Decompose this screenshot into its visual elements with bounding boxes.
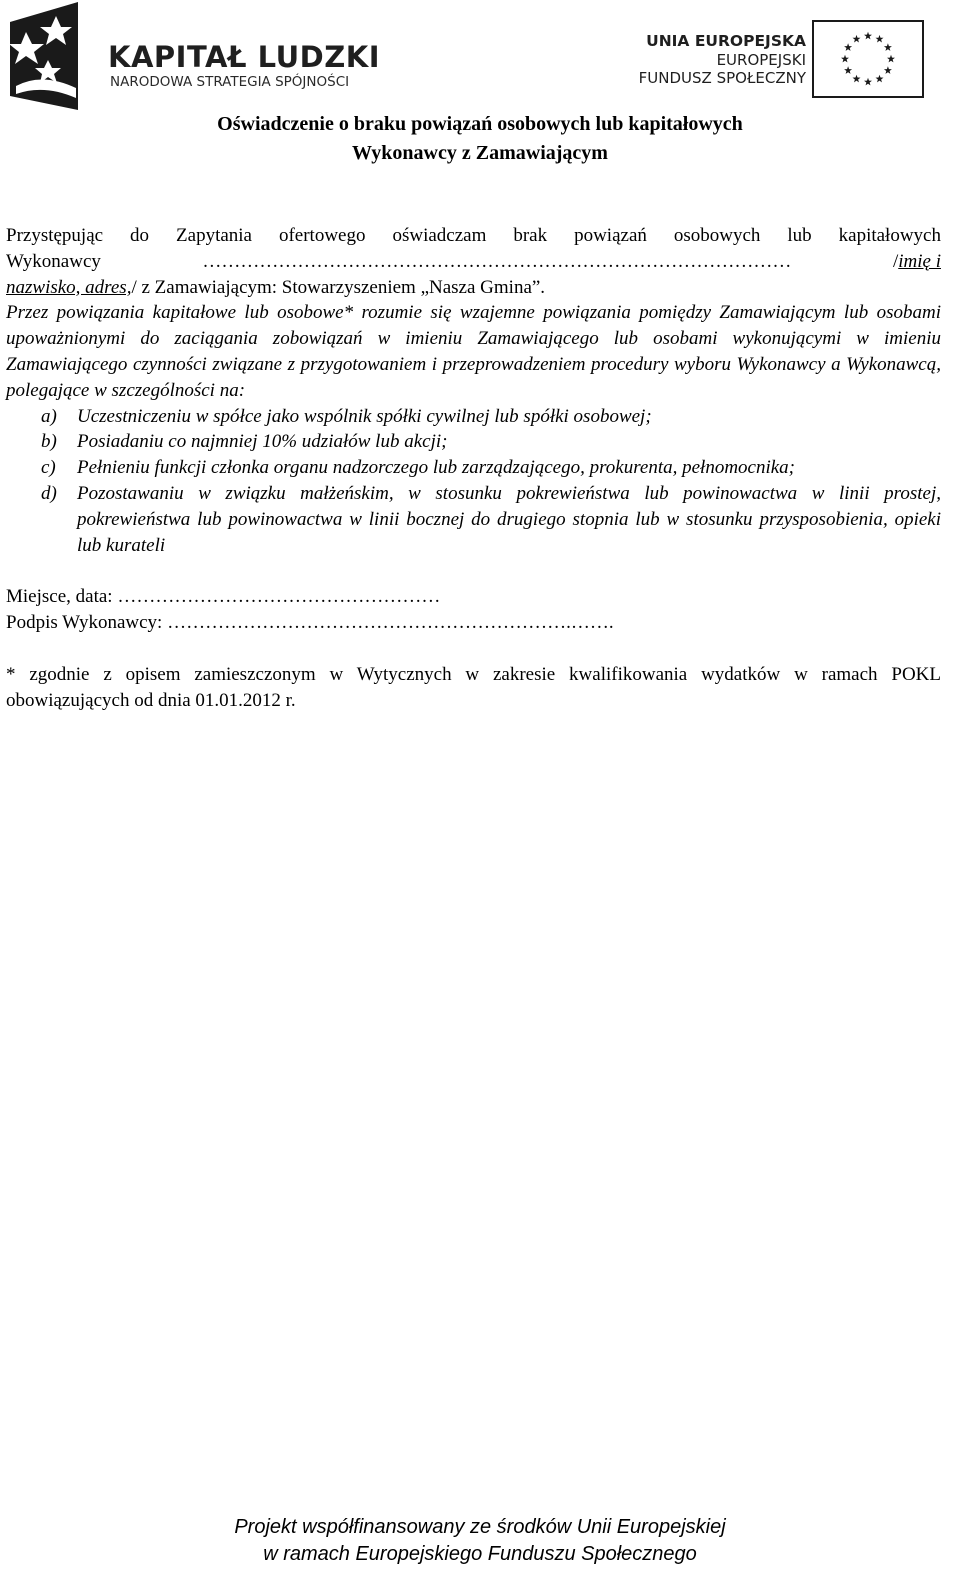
list-item-text: Pełnieniu funkcji członka organu nadzorczego lub zarządzającego, prokurenta, pełnomocnika;: [77, 457, 796, 479]
page-footer: [0, 1514, 960, 1568]
ue-line-3: FUNDUSZ SPOŁECZNY: [638, 69, 806, 87]
podpis-dots: ……………………………………………………….…….: [162, 612, 614, 634]
unia-europejska-logo: [638, 20, 940, 100]
podpis-label: Podpis Wykonawcy:: [6, 612, 163, 634]
intro-rest: z Zamawiającym: Stowarzyszeniem „Nasza Gmina”.: [136, 276, 546, 298]
footer-line-2: w ramach Europejskiego Funduszu Społecznego: [263, 1543, 697, 1565]
title-line-2: Wykonawcy z Zamawiającym: [352, 142, 608, 164]
miejsce-dots: ……………………………………………: [112, 586, 441, 608]
kapital-ludzki-title: KAPITAŁ LUDZKI: [108, 40, 381, 74]
spacer: [6, 558, 941, 584]
definition-paragraph: Przez powiązania kapitałowe lub osobowe* rozumie się wzajemne powiązania pomiędzy Zamawiającym lub osobami upoważnionymi do zaciągania zobowiązań w imieniu Zamawiającego lub osobami wykonującymi w imieniu Zamawiającego czynności związane z przygotowaniem i przeprowadzeniem procedury wyboru Wykonawcy a Wykonawcą, polegające w szczególności na:: [6, 302, 941, 401]
kapital-ludzki-logo: [6, 2, 381, 114]
imie-text: imię i: [898, 250, 941, 272]
podpis-field: [6, 610, 941, 636]
intro-line-1: Przystępując do Zapytania ofertowego oświadczam brak powiązań osobowych lub kapitałowych: [6, 225, 941, 246]
miejsce-field: [6, 584, 941, 610]
list-item: [6, 481, 941, 558]
list-item-text: Posiadaniu co najmniej 10% udziałów lub akcji;: [77, 431, 448, 453]
ue-text-block: [639, 32, 806, 87]
list-item-text: Pozostawaniu w związku małżeńskim, w stosunku pokrewieństwa lub powinowactwa w linii prostej, pokrewieństwa lub powinowactwa w linii bocznej do drugiego stopnia lub w stosunku przysposobienia, opieki lub kurateli: [77, 482, 941, 556]
list-item-label: d): [41, 482, 57, 504]
eu-flag-icon: [812, 20, 924, 98]
intro-line-3: nazwisko, adres,/ z Zamawiającym: Stowarzyszeniem „Nasza Gmina”.: [6, 276, 546, 298]
title-line-1: Oświadczenie o braku powiązań osobowych lub kapitałowych: [217, 113, 743, 135]
document-title: [0, 110, 960, 168]
footnote: * zgodnie z opisem zamieszczonym w Wytycznych w zakresie kwalifikowania wydatków w ramach POKL obowiązujących od dnia 01.01.2012 r.: [6, 663, 941, 711]
intro-line-2: [6, 249, 941, 275]
list-item-label: b): [41, 431, 57, 453]
list-item: [6, 429, 941, 455]
list-item-label: a): [41, 405, 57, 427]
footer-line-1: Projekt współfinansowany ze środków Unii Europejskiej: [234, 1516, 726, 1538]
kapital-ludzki-emblem-icon: [6, 2, 86, 114]
spacer: [6, 636, 941, 662]
miejsce-label: Miejsce, data:: [6, 586, 113, 608]
list-item-text: Uczestniczeniu w spółce jako wspólnik spółki cywilnej lub spółki osobowej;: [77, 405, 652, 427]
list-item: [6, 455, 941, 481]
ue-line-2: EUROPEJSKI: [716, 51, 806, 69]
relations-list: [6, 404, 941, 559]
list-item-label: c): [41, 457, 56, 479]
imie-slash: /imię i: [892, 250, 941, 272]
kapital-ludzki-subtitle: NARODOWA STRATEGIA SPÓJNOŚCI: [110, 74, 350, 90]
wykonawcy-label: Wykonawcy: [6, 250, 101, 272]
ue-line-1: UNIA EUROPEJSKA: [646, 32, 806, 50]
wykonawca-dots: …………………………………………………………………………………: [202, 250, 792, 272]
list-item: [6, 404, 941, 430]
nazwisko-text: nazwisko, adres,: [6, 276, 132, 298]
document-body: [6, 223, 941, 714]
